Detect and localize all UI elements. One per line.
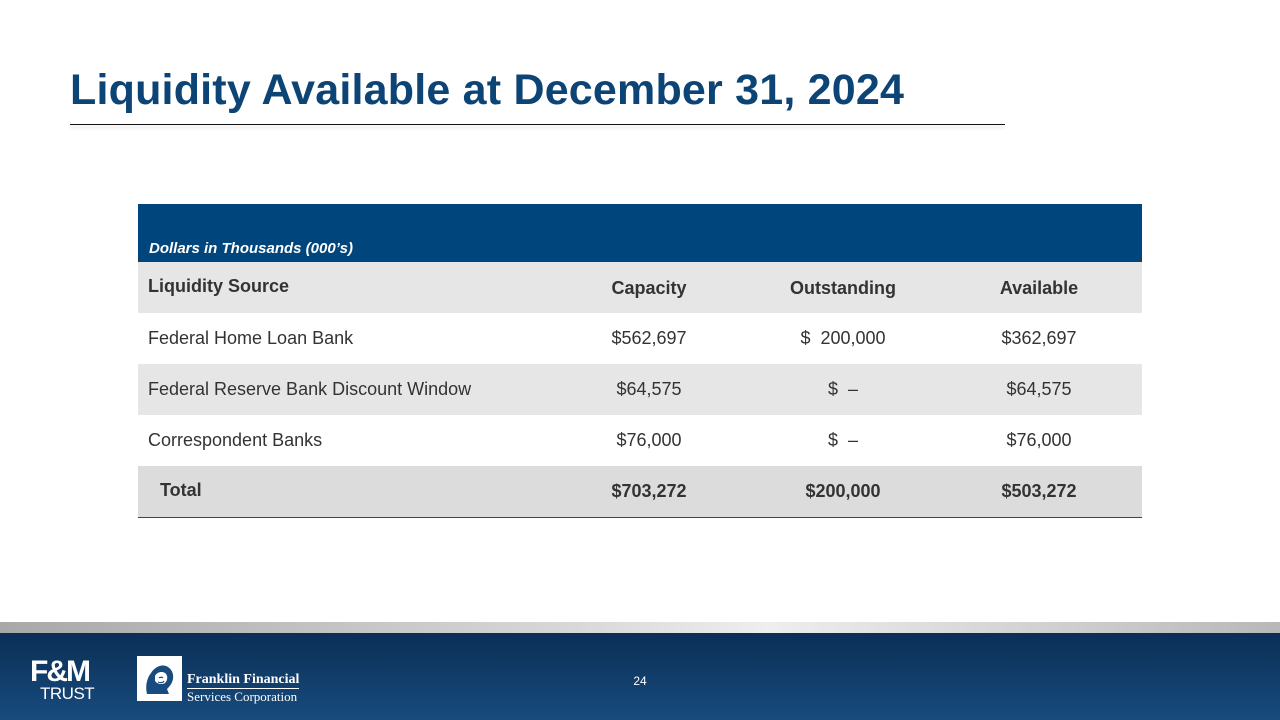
table-caption-bar (138, 204, 1142, 262)
row-source: Federal Reserve Bank Discount Window (148, 379, 472, 399)
row-capacity: $64,575 (616, 379, 682, 399)
franklin-portrait-icon (137, 656, 182, 701)
row-available: $76,000 (1006, 430, 1072, 450)
table-row (138, 313, 1142, 364)
fm-logo-subtext: TRUST (40, 684, 95, 703)
total-capacity: $703,272 (611, 481, 687, 501)
page-number: 24 (633, 674, 647, 688)
company-name-line2: Services Corporation (187, 689, 298, 704)
column-header-outstanding: Outstanding (790, 278, 896, 298)
slide-title: Liquidity Available at December 31, 2024 (70, 66, 905, 114)
units-caption: Dollars in Thousands (000’s) (149, 240, 353, 257)
table-total-row (138, 466, 1142, 518)
row-capacity: $76,000 (616, 430, 682, 450)
column-header-source: Liquidity Source (148, 276, 290, 296)
liquidity-table (138, 204, 1142, 518)
row-available: $64,575 (1006, 379, 1072, 399)
footer-silver-band (0, 622, 1280, 633)
table-column-headers (138, 262, 1142, 313)
franklin-financial-logo (137, 656, 307, 702)
fm-logo-mark: F&M (30, 655, 89, 688)
row-source: Correspondent Banks (148, 430, 323, 450)
column-header-capacity: Capacity (611, 278, 687, 298)
fm-trust-logo (30, 657, 110, 703)
company-name-line1: Franklin Financial (187, 672, 300, 687)
column-header-available: Available (999, 278, 1079, 298)
row-available: $362,697 (1001, 328, 1077, 348)
row-source: Federal Home Loan Bank (148, 328, 354, 348)
total-outstanding: $200,000 (805, 481, 881, 501)
footer-bar (0, 633, 1280, 720)
row-outstanding: $ 200,000 (800, 328, 886, 348)
title-underline (70, 124, 1005, 125)
row-capacity: $562,697 (611, 328, 687, 348)
row-outstanding: $ – (827, 430, 859, 450)
total-available: $503,272 (1001, 481, 1077, 501)
total-label: Total (160, 480, 202, 500)
row-outstanding: $ – (827, 379, 859, 399)
table-row (138, 415, 1142, 466)
table-row (138, 364, 1142, 415)
